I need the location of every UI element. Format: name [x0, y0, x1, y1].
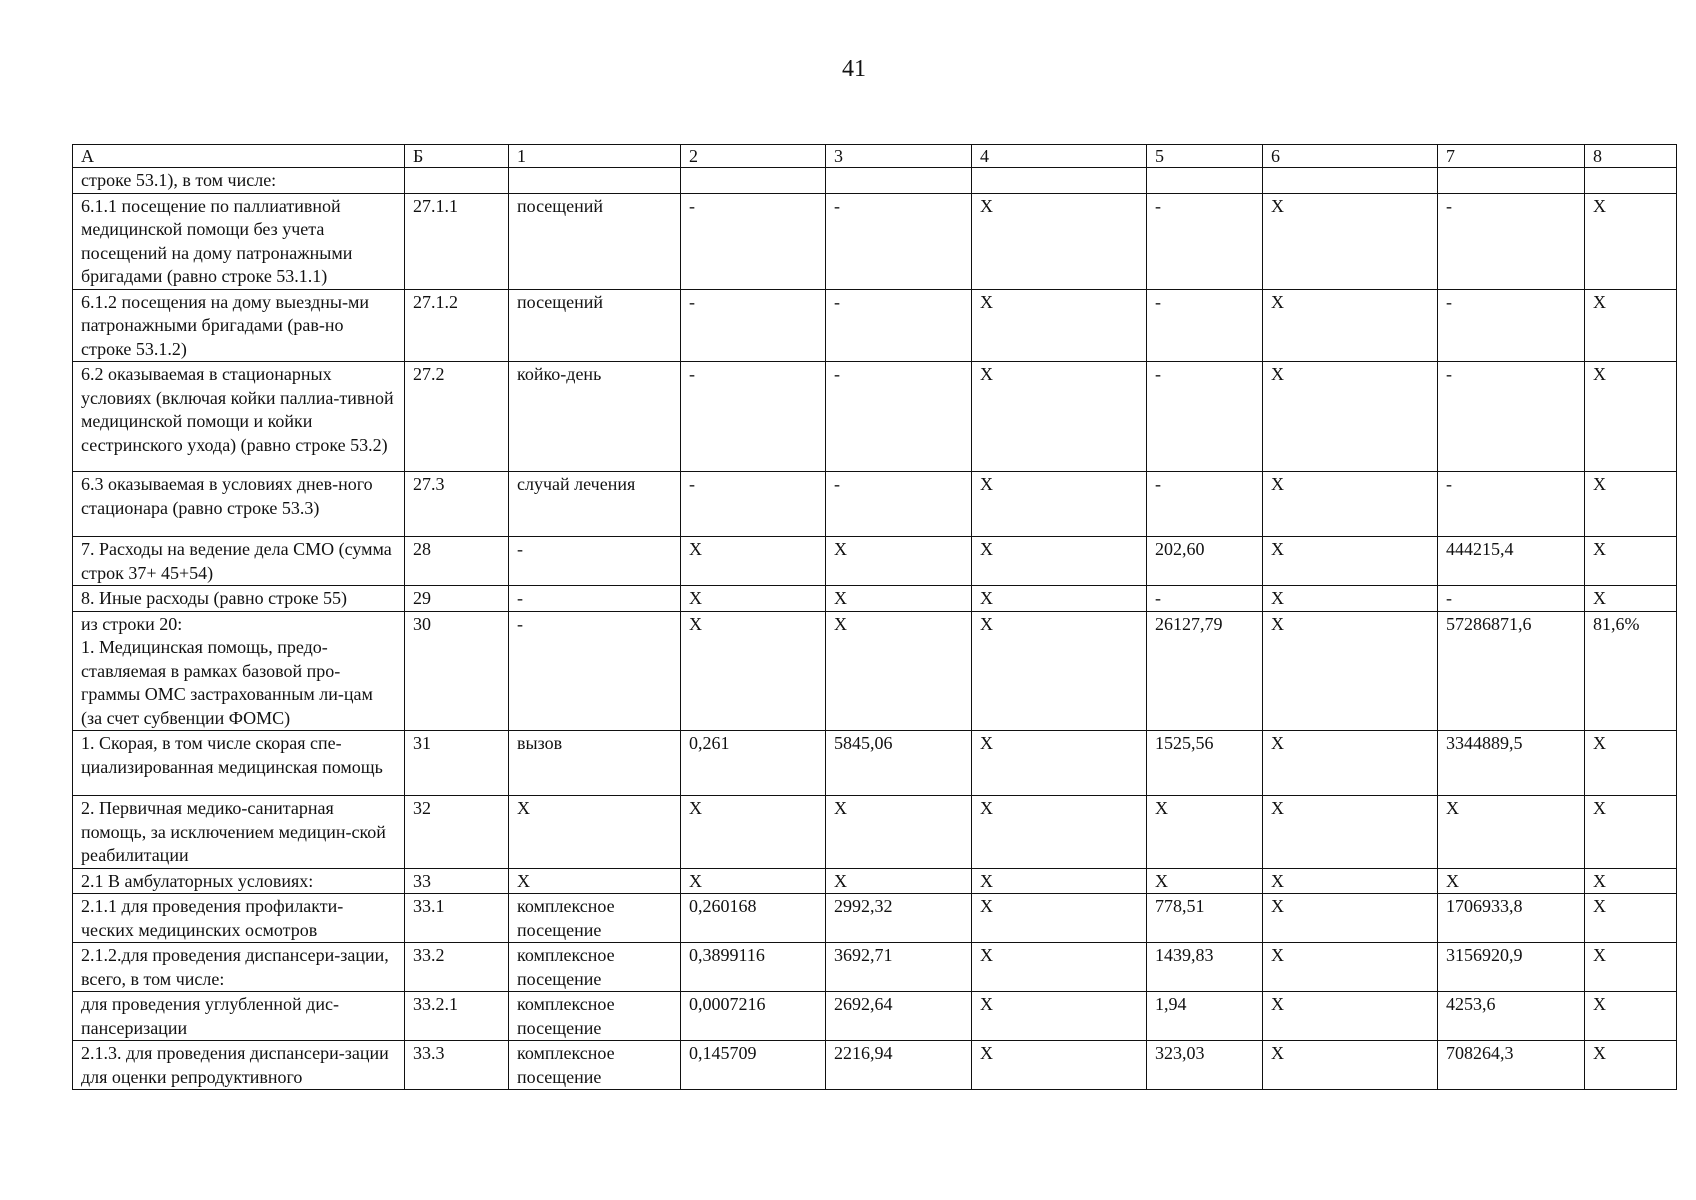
table-cell: посещений [509, 193, 681, 289]
header-cell: 4 [972, 145, 1147, 168]
table-cell: - [1438, 362, 1585, 472]
table-cell: 0,3899116 [681, 943, 826, 992]
table-cell: - [1438, 586, 1585, 612]
table-cell: - [1438, 193, 1585, 289]
table-cell: 2992,32 [826, 894, 972, 943]
table-row [73, 611, 1677, 731]
table-cell: 26127,79 [1147, 611, 1263, 731]
table-cell: 31 [405, 731, 509, 796]
table-cell: 27.1.2 [405, 289, 509, 362]
table-cell: Х [1147, 868, 1263, 894]
table-cell: койко-день [509, 362, 681, 472]
table-cell: 6.3 оказываемая в условиях днев-ного стационара (равно строке 53.3) [73, 472, 405, 537]
table-cell [405, 168, 509, 194]
table-cell: Х [826, 796, 972, 869]
table-cell [681, 168, 826, 194]
table-cell: Х [1585, 193, 1677, 289]
table-cell: Х [972, 894, 1147, 943]
table-cell: - [509, 537, 681, 586]
header-cell: 3 [826, 145, 972, 168]
table-cell: Х [972, 868, 1147, 894]
table-cell: 57286871,6 [1438, 611, 1585, 731]
table-cell: 33 [405, 868, 509, 894]
table-cell: Х [1263, 362, 1438, 472]
table-cell: - [1147, 472, 1263, 537]
table-cell: Х [826, 868, 972, 894]
table-cell: - [1147, 193, 1263, 289]
table-row [73, 168, 1677, 194]
table-cell: посещений [509, 289, 681, 362]
table-cell: 0,260168 [681, 894, 826, 943]
table-cell: - [826, 472, 972, 537]
table-cell: Х [1585, 537, 1677, 586]
table-cell: вызов [509, 731, 681, 796]
table-cell: 0,0007216 [681, 992, 826, 1041]
table-cell: комплексное посещение [509, 992, 681, 1041]
table-cell: 33.3 [405, 1041, 509, 1090]
table-cell: 0,261 [681, 731, 826, 796]
table-cell: - [509, 611, 681, 731]
table-cell: 2.1.3. для проведения диспансери-зации для оценки репродуктивного [73, 1041, 405, 1090]
table-row [73, 868, 1677, 894]
table-cell: - [826, 193, 972, 289]
header-cell: Б [405, 145, 509, 168]
table-cell: Х [1585, 586, 1677, 612]
table-cell: Х [509, 796, 681, 869]
table-cell: - [681, 193, 826, 289]
table-cell: 33.1 [405, 894, 509, 943]
table-cell: случай лечения [509, 472, 681, 537]
table-cell: Х [1585, 796, 1677, 869]
table-cell: Х [1585, 894, 1677, 943]
table-cell: Х [1585, 943, 1677, 992]
table-cell: Х [681, 868, 826, 894]
table-cell [1263, 168, 1438, 194]
table-cell: комплексное посещение [509, 1041, 681, 1090]
table-cell: 2216,94 [826, 1041, 972, 1090]
table-cell: 444215,4 [1438, 537, 1585, 586]
table-cell: 33.2.1 [405, 992, 509, 1041]
table-cell: Х [972, 362, 1147, 472]
table-cell: 3156920,9 [1438, 943, 1585, 992]
table-cell: - [1147, 586, 1263, 612]
page-number: 41 [842, 56, 866, 82]
table-cell: Х [681, 796, 826, 869]
table-cell: Х [972, 796, 1147, 869]
table-cell: Х [972, 289, 1147, 362]
table-cell: Х [681, 586, 826, 612]
table-cell: 32 [405, 796, 509, 869]
table-cell: 29 [405, 586, 509, 612]
table-cell: 28 [405, 537, 509, 586]
data-table [72, 144, 1677, 1090]
table-cell: Х [972, 731, 1147, 796]
table-cell [1585, 168, 1677, 194]
table-cell: Х [1585, 1041, 1677, 1090]
table-cell: 2.1.2.для проведения диспансери-зации, всего, в том числе: [73, 943, 405, 992]
table-cell: 0,145709 [681, 1041, 826, 1090]
table-cell: 1525,56 [1147, 731, 1263, 796]
table-cell: 7. Расходы на ведение дела СМО (сумма строк 37+ 45+54) [73, 537, 405, 586]
table-cell: для проведения углубленной дис-пансеризации [73, 992, 405, 1041]
table-cell: Х [972, 586, 1147, 612]
table-cell: 708264,3 [1438, 1041, 1585, 1090]
table-row [73, 586, 1677, 612]
table-cell: Х [1263, 1041, 1438, 1090]
table-cell: Х [1263, 537, 1438, 586]
table-row [73, 537, 1677, 586]
table-cell: Х [1263, 992, 1438, 1041]
table-cell: 1. Скорая, в том числе скорая спе-циализированная медицинская помощь [73, 731, 405, 796]
table-cell: Х [972, 537, 1147, 586]
table-row [73, 289, 1677, 362]
table-cell: 1706933,8 [1438, 894, 1585, 943]
table-cell: Х [1263, 586, 1438, 612]
table-cell: 1,94 [1147, 992, 1263, 1041]
table-cell: 3692,71 [826, 943, 972, 992]
table-cell: Х [1585, 992, 1677, 1041]
table-cell [826, 168, 972, 194]
header-cell: 7 [1438, 145, 1585, 168]
table-cell: 778,51 [1147, 894, 1263, 943]
table-cell: 27.2 [405, 362, 509, 472]
table-cell: - [681, 362, 826, 472]
table-row [73, 992, 1677, 1041]
header-cell: А [73, 145, 405, 168]
table-cell: Х [1263, 731, 1438, 796]
table-cell: Х [1438, 796, 1585, 869]
table-cell: 6.1.2 посещения на дому выездны-ми патронажными бригадами (рав-но строке 53.1.2) [73, 289, 405, 362]
table-cell: Х [826, 537, 972, 586]
table-cell: Х [1585, 868, 1677, 894]
table-cell: Х [1585, 362, 1677, 472]
header-cell: 8 [1585, 145, 1677, 168]
table-cell: 2692,64 [826, 992, 972, 1041]
table-cell: Х [826, 586, 972, 612]
table-cell: 8. Иные расходы (равно строке 55) [73, 586, 405, 612]
table-row [73, 796, 1677, 869]
header-cell: 1 [509, 145, 681, 168]
table-cell: 5845,06 [826, 731, 972, 796]
table-cell: Х [972, 472, 1147, 537]
table-cell: комплексное посещение [509, 894, 681, 943]
table-cell [972, 168, 1147, 194]
table-cell: 27.3 [405, 472, 509, 537]
table-cell: 3344889,5 [1438, 731, 1585, 796]
table-cell: Х [681, 537, 826, 586]
table-cell: 202,60 [1147, 537, 1263, 586]
table-cell: из строки 20: 1. Медицинская помощь, предо-ставляемая в рамках базовой про-граммы ОМС застрахованным ли-цам (за счет субвенции ФОМС) [73, 611, 405, 731]
table-cell: Х [1263, 943, 1438, 992]
table-cell: 323,03 [1147, 1041, 1263, 1090]
table-cell: Х [509, 868, 681, 894]
table-cell: Х [1585, 731, 1677, 796]
table-body [73, 145, 1677, 1090]
table-cell: 2. Первичная медико-санитарная помощь, за исключением медицин-ской реабилитации [73, 796, 405, 869]
table-row [73, 731, 1677, 796]
header-cell: 2 [681, 145, 826, 168]
table-cell: 6.2 оказываемая в стационарных условиях (включая койки паллиа-тивной медицинской помощи и койки сестринского ухода) (равно строке 53.2) [73, 362, 405, 472]
table-cell: Х [1263, 796, 1438, 869]
table-cell: Х [972, 943, 1147, 992]
table-cell: - [681, 289, 826, 362]
table-cell: - [509, 586, 681, 612]
table-cell: 1439,83 [1147, 943, 1263, 992]
table-cell: Х [1263, 868, 1438, 894]
table-row [73, 472, 1677, 537]
header-cell: 6 [1263, 145, 1438, 168]
table-cell: 6.1.1 посещение по паллиативной медицинской помощи без учета посещений на дому патронажными бригадами (равно строке 53.1.1) [73, 193, 405, 289]
table-cell [1438, 168, 1585, 194]
table-cell: Х [1263, 894, 1438, 943]
table-cell: Х [1438, 868, 1585, 894]
table-cell: 4253,6 [1438, 992, 1585, 1041]
table-cell [1147, 168, 1263, 194]
table-cell: Х [972, 992, 1147, 1041]
table-cell: - [1147, 362, 1263, 472]
table-cell: Х [1263, 289, 1438, 362]
table-cell: - [1438, 289, 1585, 362]
table-cell: - [826, 289, 972, 362]
table-cell: Х [1585, 289, 1677, 362]
table-cell: Х [1263, 193, 1438, 289]
table-cell: 30 [405, 611, 509, 731]
table-cell: Х [826, 611, 972, 731]
table-row [73, 943, 1677, 992]
table-row [73, 894, 1677, 943]
table-cell: комплексное посещение [509, 943, 681, 992]
table-cell: 2.1.1 для проведения профилакти-ческих медицинских осмотров [73, 894, 405, 943]
table-cell: 33.2 [405, 943, 509, 992]
table-cell [509, 168, 681, 194]
table-cell: Х [972, 611, 1147, 731]
header-cell: 5 [1147, 145, 1263, 168]
table-cell: Х [681, 611, 826, 731]
table-cell: Х [1585, 472, 1677, 537]
table-cell: Х [1263, 472, 1438, 537]
table-row [73, 362, 1677, 472]
table-cell: - [681, 472, 826, 537]
table-cell: строке 53.1), в том числе: [73, 168, 405, 194]
table-cell: 81,6% [1585, 611, 1677, 731]
data-table-container [72, 144, 1676, 1090]
table-cell: Х [1147, 796, 1263, 869]
table-header-row [73, 145, 1677, 168]
table-cell: - [1147, 289, 1263, 362]
table-cell: Х [972, 193, 1147, 289]
table-row [73, 1041, 1677, 1090]
table-cell: Х [972, 1041, 1147, 1090]
table-cell: 27.1.1 [405, 193, 509, 289]
table-row [73, 193, 1677, 289]
table-cell: 2.1 В амбулаторных условиях: [73, 868, 405, 894]
table-cell: - [826, 362, 972, 472]
table-cell: - [1438, 472, 1585, 537]
table-cell: Х [1263, 611, 1438, 731]
